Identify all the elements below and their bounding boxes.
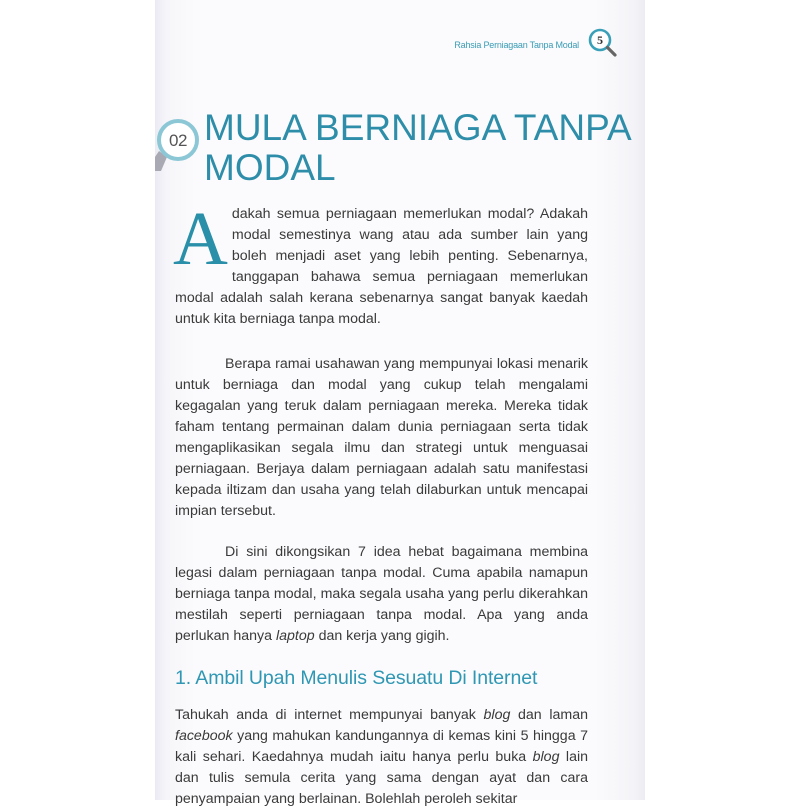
chapter-number: 02 [169, 131, 187, 150]
book-page [155, 0, 645, 807]
paragraph-intro [173, 197, 588, 330]
chapter-title: MULA BERNIAGA TANPA MODAL [204, 107, 630, 188]
page-number: 5 [597, 33, 603, 47]
running-header: Rahsia Perniagaan Tanpa Modal [454, 40, 579, 50]
paragraph-text: dan laman [510, 707, 588, 723]
italic-term: laptop [275, 628, 315, 644]
section-heading: 1. Ambil Upah Menulis Sesuatu Di Internet [175, 667, 538, 689]
page-number-badge [587, 28, 623, 62]
paragraph-ideas [175, 542, 588, 647]
paragraph-entrepreneurs [175, 354, 588, 522]
drop-cap: A [173, 197, 228, 281]
paragraph-text: yang mahukan kandungannya di kemas kini 5 hingga 7 kali sehari. Kaedahnya mudah iaitu hanya perlu buka [175, 728, 588, 765]
paragraph-text: Di sini dikongsikan 7 idea hebat bagaimana membina legasi dalam perniagaan tanpa modal. Cuma apabila namapun berniaga tanpa modal, maka segala usaha yang perlu dikerahkan mestilah seperti perniagaan tanpa modal. Apa yang anda perlukan hanya [175, 544, 588, 644]
paragraph-text: dakah semua perniagaan memerlukan modal? Adakah modal semestinya wang atau ada sumber lain yang boleh menjadi aset yang lebih penting. Sebenarnya, tanggapan bahawa semua perniagaan memerlukan modal adalah salah kerana sebenarnya sangat banyak kaedah untuk kita berniaga tanpa modal. [175, 206, 588, 327]
italic-term: blog [483, 707, 511, 723]
paragraph-text: dan kerja yang gigih. [314, 628, 450, 644]
italic-term: facebook [175, 728, 233, 744]
chapter-badge [155, 113, 203, 175]
italic-term: blog [532, 749, 560, 765]
page-header [454, 28, 623, 62]
paragraph-text: lain dan tulis semula cerita yang sama dengan ayat dan cara penyampaian yang berlainan. Bolehlah peroleh sekitar [175, 749, 589, 807]
paragraph-writing [175, 705, 588, 810]
paragraph-text: Tahukah anda di internet mempunyai banyak [175, 707, 484, 723]
paragraph-text: Berapa ramai usahawan yang mempunyai lokasi menarik untuk berniaga dan modal yang cukup telah mengalami kegagalan yang teruk dalam perniagaan mereka. Mereka tidak faham tentang permainan dalam dunia perniagaan serta tidak mengaplikasikan segala ilmu dan strategi untuk menguasai perniagaan. Berjaya dalam perniagaan adalah satu manifestasi kepada iltizam dan usaha yang telah dilaburkan untuk mencapai impian tersebut. [175, 356, 588, 519]
chapter-heading [155, 108, 645, 188]
page-content [155, 108, 645, 810]
